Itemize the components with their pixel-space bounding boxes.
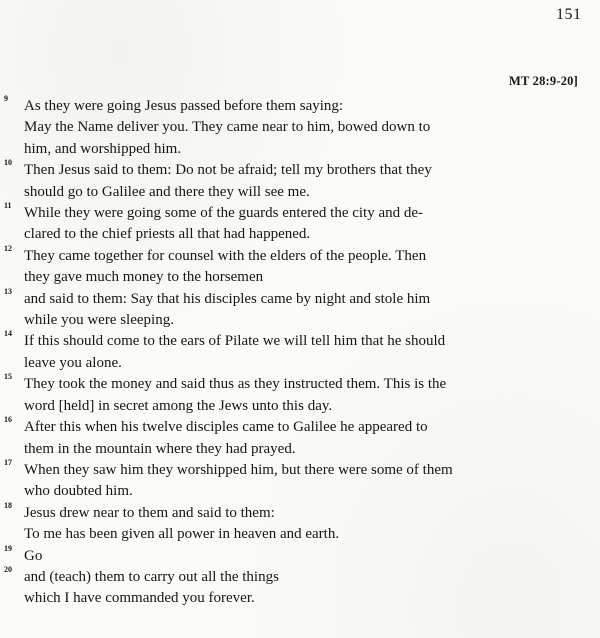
verse-number: 13 [4,286,12,296]
verse-number: 14 [4,329,12,339]
verse-line: clared to the chief priests all that had happened. [24,226,311,243]
verse-line: Jesus drew near to them and said to them: [24,504,275,521]
page-number: 151 [556,6,582,23]
verse-line: while you were sleeping. [24,312,174,329]
verse-line: While they were going some of the guards entered the city and de- [24,205,424,222]
verse-line: him, and worshipped him. [24,140,182,157]
verse-line: word [held] in secret among the Jews unto this day. [24,397,333,414]
verse-number: 16 [4,415,12,425]
verse-number: 10 [4,158,12,168]
verse [0,564,590,610]
verse [0,417,590,460]
verse [0,286,590,332]
verse [0,331,590,374]
verse [0,203,590,246]
verse-line: Go [24,547,43,564]
verse [0,374,590,417]
verse-number: 19 [4,543,12,553]
verse-line: To me has been given all power in heaven and earth. [24,526,340,543]
verse-line: Then Jesus said to them: Do not be afraid; tell my brothers that they [24,162,432,179]
verse-line: As they were going Jesus passed before them saying: [24,98,344,114]
verse [0,500,590,546]
verse-line: them in the mountain where they had prayed. [24,440,296,457]
verse-line: They came together for counsel with the elders of the people. Then [24,247,427,264]
verse-line: After this when his twelve disciples came to Galilee he appeared to [24,419,428,436]
verse-number: 17 [4,457,12,467]
verse-line: should go to Galilee and there they will see me. [24,183,310,200]
verse-line: They took the money and said thus as they instructed them. This is the [24,376,447,393]
verse-line: and said to them: Say that his disciples came by night and stole him [24,290,431,307]
verse-number: 18 [4,500,12,510]
verse-line: When they saw him they worshipped him, but there were some of them [24,461,453,478]
verse [0,543,590,567]
verse-line: which I have commanded you forever. [24,590,255,607]
scripture-reference: MT 28:9-20] [509,74,578,88]
verse-number: 9 [4,94,8,103]
verse-number: 15 [4,372,12,382]
verse [0,96,590,160]
verse-number: 11 [4,201,12,211]
verse-number: 12 [4,243,12,253]
verse-line: May the Name deliver you. They came near to him, bowed down to [24,119,431,136]
verse [0,160,590,203]
verse-line: who doubted him. [24,483,133,500]
verse-list [0,96,600,610]
verse-line: If this should come to the ears of Pilate we will tell him that he should [24,333,446,350]
verse-number: 20 [4,564,12,574]
verse-line: leave you alone. [24,354,122,371]
verse [0,457,590,503]
verse-line: and (teach) them to carry out all the things [24,568,279,585]
verse-line: they gave much money to the horsemen [24,269,264,286]
verse [0,243,590,289]
